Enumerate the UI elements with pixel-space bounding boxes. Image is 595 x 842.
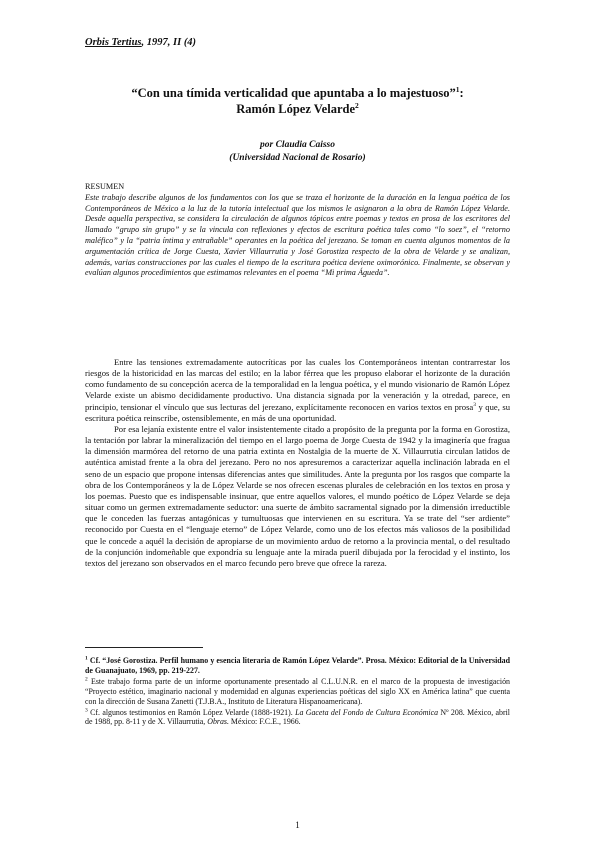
journal-name: Orbis Tertius xyxy=(85,37,142,48)
page-number: 1 xyxy=(295,820,300,830)
title-line-2: Ramón López Velarde xyxy=(236,102,355,116)
footnote-2 xyxy=(85,677,510,707)
footnote-divider xyxy=(85,647,203,648)
footnote-3-title-1: La Gaceta del Fondo de Cultura Económica xyxy=(295,707,439,717)
author-block xyxy=(85,139,510,165)
footnote-3-number: 3 xyxy=(85,706,88,713)
footnote-1 xyxy=(85,656,510,676)
footnote-2-text: Este trabajo forma parte de un informe oportunamente presentado al C.L.U.N.R. en el marco de la propuesta de investigación “Proyecto estético, imaginario nacional y modernidad en algunas experiencias poéticas del siglo XX en América latina” que cuenta con la dirección de Susana Zanetti (T.J.B.A., Instituto de Literatura Hispanoamericana). xyxy=(85,676,510,706)
author-name: por Claudia Caisso xyxy=(260,140,335,150)
abstract-text: Este trabajo describe algunos de los fundamentos con los que se traza el horizonte de la duración en la lengua poética de los Contemporáneos de México a la luz de la tutoría intelectual que los mismos le asignaron a la obra de Ramón López Velarde. Desde aquella perspectiva, se considera la circulación de algunos tópicos entre poemas y textos en prosa de los escritores del llamado “grupo sin grupo” y se la vincula con reflexiones y efectos de escritura poética tales como “lo soez”, el “retorno maléfico” y la “patria íntima y entrañable” operantes en la poética del jerezano. Se toman en cuenta algunos momentos de la argumentación crítica de Jorge Cuesta, Xavier Villaurrutia y José Gorostiza respecto de la obra de Velarde y se analizan, además, varias construcciones por las cuales el tiempo de la escritura poética deviene oximorónico. Finalmente, se observan y evalúan algunos procedimientos que estimamos relevantes en el poema “Mi prima Águeda”. xyxy=(85,192,510,278)
abstract-heading: RESUMEN xyxy=(85,182,125,191)
article-title xyxy=(85,85,510,117)
footnotes xyxy=(85,656,510,728)
paragraph-1-text-a: Entre las tensiones extremadamente autocríticas por las cuales los Contemporáneos intentan contrarrestar los riesgos de la historicidad en las marcas del estilo; en la labor férrea que les propuso elaborar el horizonte de la duración como fundamento de su concepción acerca de la temporalidad en la lengua poética, y el mundo visionario de Ramón López Velarde existe un abismo decididamente productivo. Una distancia signada por la veneración y la otredad, parece, en principio, tensionar el vínculo que sus lecturas del jerezano, explícitamente reconocen en varios textos en prosa xyxy=(85,357,510,412)
title-line-1: “Con una tímida verticalidad que apuntaba a lo majestuoso” xyxy=(131,86,456,100)
footnote-3-text-pre: Cf. algunos testimonios en Ramón López Velarde (1888-1921). xyxy=(90,707,296,717)
body-text xyxy=(85,357,510,569)
footnote-3-text-mid: Nº 208. México, abril de 1988, pp. 8-11 y de X. Villaurrutia, xyxy=(85,707,510,727)
footnote-1-text: Cf. “José Gorostiza. Perfil humano y esencia literaria de Ramón López Velarde”. Prosa. México: Editorial de la Universidad de Guanajuato, 1969, pp. 219-227. xyxy=(85,656,510,675)
journal-issue: , 1997, II (4) xyxy=(141,37,197,48)
footnote-3-title-2: Obras. xyxy=(207,717,229,727)
abstract xyxy=(85,182,510,279)
footnote-2-number: 2 xyxy=(85,676,88,683)
paragraph-1 xyxy=(85,357,510,424)
footnote-3 xyxy=(85,708,510,728)
title-footnote-ref-2[interactable]: 2 xyxy=(355,100,359,110)
title-footnote-ref-1[interactable]: 1 xyxy=(455,84,460,94)
author-affiliation: (Universidad Nacional de Rosario) xyxy=(229,153,366,163)
footnote-ref-3[interactable]: 3 xyxy=(473,401,476,408)
paragraph-2: Por esa lejanía existente entre el valor insistentemente citado a propósito de la pregunta por la forma en Gorostiza, la tentación por labrar la mineralización del tiempo en el largo poema de Jorge Cuesta de 1942 y la imaginería que fragua la dimensión marmórea del retorno de una patria extinta en Nostalgia de la muerte de X. Villaurrutia circulan latidos de auténtica amistad frente a la obra del jerezano. Pero no nos apresuremos a caracterizar aquella inclinación labrada en el seno de un espacio que propone intensas diferencias antes que similitudes. Ante la pregunta por los rasgos que comparte la obra de los Contemporáneos y la de López Velarde se nos ofrecen escenas plurales de celebración en los textos en prosa y los poemas. Puesto que es indispensable insinuar, que entre aquellos valores, el mundo poético de López Velarde se deja situar como un germen extremadamente seductor: una suerte de ámbito sacramental signado por la dimensión irreductible que le conceden las fuerzas antagónicas y tumultuosas que intervienen en su escritura. Ya se trate del “ser ardiente” reconocido por Cuesta en el “lenguaje eterno” de López Velarde, como uno de los efectos más valiosos de la posibilidad que le concede a aquél la decisión de apropiarse de un movimiento arduo de retorno a la provincia mental, o del resultado de la conjunción indomeñable que expondría su lenguaje ante la mirada pueril dibujada por la ferocidad y el instinto, los textos del jerezano son observados en el marco fecundo pero breve que ofrece la rareza. xyxy=(85,423,510,568)
footnote-1-number: 1 xyxy=(85,655,88,662)
footnote-3-text-post: México: F.C.E., 1966. xyxy=(228,717,301,727)
paragraph-1-text-b: y que, su escritura poética reinscribe, ostensiblemente, en más de una oportunidad. xyxy=(85,401,510,423)
journal-header xyxy=(85,37,196,48)
title-colon: : xyxy=(459,86,464,100)
